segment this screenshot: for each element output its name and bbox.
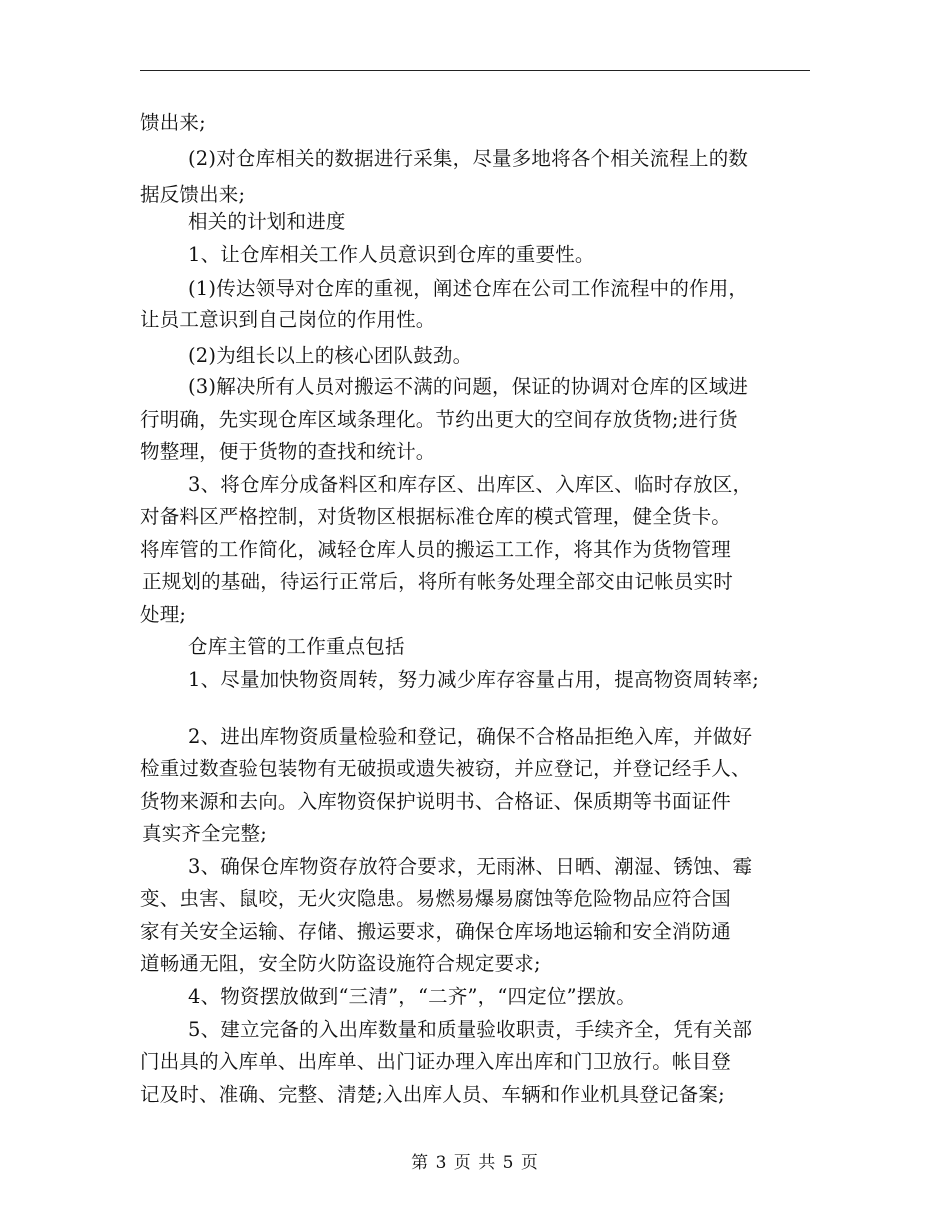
text-line: 货物来源和去向。入库物资保护说明书、合格证、保质期等书面证件 <box>140 790 732 813</box>
header-rule <box>140 70 810 71</box>
text-line: 正规划的基础，待运行正常后，将所有帐务处理全部交由记帐员实时 <box>142 570 734 593</box>
text-line: 行明确，先实现仓库区域条理化。节约出更大的空间存放货物;进行货 <box>140 408 738 431</box>
text-line: 5、建立完备的入出库数量和质量验收职责，手续齐全，凭有关部 <box>188 1018 753 1041</box>
text-line: (1)传达领导对仓库的重视，阐述仓库在公司工作流程中的作用， <box>188 277 749 300</box>
text-line: 记及时、准确、完整、清楚;入出库人员、车辆和作业机具登记备案; <box>140 1083 725 1106</box>
section-heading: 仓库主管的工作重点包括 <box>188 635 405 658</box>
text-line: 真实齐全完整; <box>142 822 267 845</box>
text-line: 将库管的工作简化，减轻仓库人员的搬运工工作，将其作为货物管理 <box>140 538 732 561</box>
text-line: (3)解决所有人员对搬运不满的问题，保证的协调对仓库的区域进 <box>188 375 749 398</box>
section-heading: 相关的计划和进度 <box>188 210 346 233</box>
text-line: 处理; <box>140 603 187 626</box>
text-line: 让员工意识到自己岗位的作用性。 <box>140 308 436 331</box>
text-line: 物整理，便于货物的查找和统计。 <box>140 440 436 463</box>
text-line: 4、物资摆放做到“三清”，“二齐”，“四定位”摆放。 <box>188 985 636 1008</box>
page-number-footer: 第 3 页 共 5 页 <box>411 1153 539 1173</box>
text-line: 变、虫害、鼠咬，无火灾隐患。易燃易爆易腐蚀等危险物品应符合国 <box>140 887 732 910</box>
text-line: (2)为组长以上的核心团队鼓劲。 <box>188 344 473 367</box>
text-line: 据反馈出来; <box>140 183 246 206</box>
text-line: 1、让仓库相关工作人员意识到仓库的重要性。 <box>188 243 595 266</box>
text-line: (2)对仓库相关的数据进行采集，尽量多地将各个相关流程上的数 <box>188 147 749 170</box>
text-line: 门出具的入库单、出库单、出门证办理入库出库和门卫放行。帐目登 <box>140 1050 732 1073</box>
text-line: 对备料区严格控制，对货物区根据标准仓库的模式管理，健全货卡。 <box>140 505 732 528</box>
text-line: 道畅通无阻，安全防火防盗设施符合规定要求; <box>140 952 541 975</box>
text-line: 2、进出库物资质量检验和登记，确保不合格品拒绝入库，并做好 <box>188 725 753 748</box>
text-line: 1、尽量加快物资周转，努力减少库存容量占用，提高物资周转率; <box>188 668 759 691</box>
text-line: 馈出来; <box>140 111 206 134</box>
text-line: 3、确保仓库物资存放符合要求，无雨淋、日晒、潮湿、锈蚀、霉 <box>188 855 753 878</box>
text-line: 家有关安全运输、存储、搬运要求，确保仓库场地运输和安全消防通 <box>140 920 732 943</box>
text-line: 检重过数查验包装物有无破损或遗失被窃，并应登记，并登记经手人、 <box>140 757 751 780</box>
text-line: 3、将仓库分成备料区和库存区、出库区、入库区、临时存放区， <box>188 473 753 496</box>
